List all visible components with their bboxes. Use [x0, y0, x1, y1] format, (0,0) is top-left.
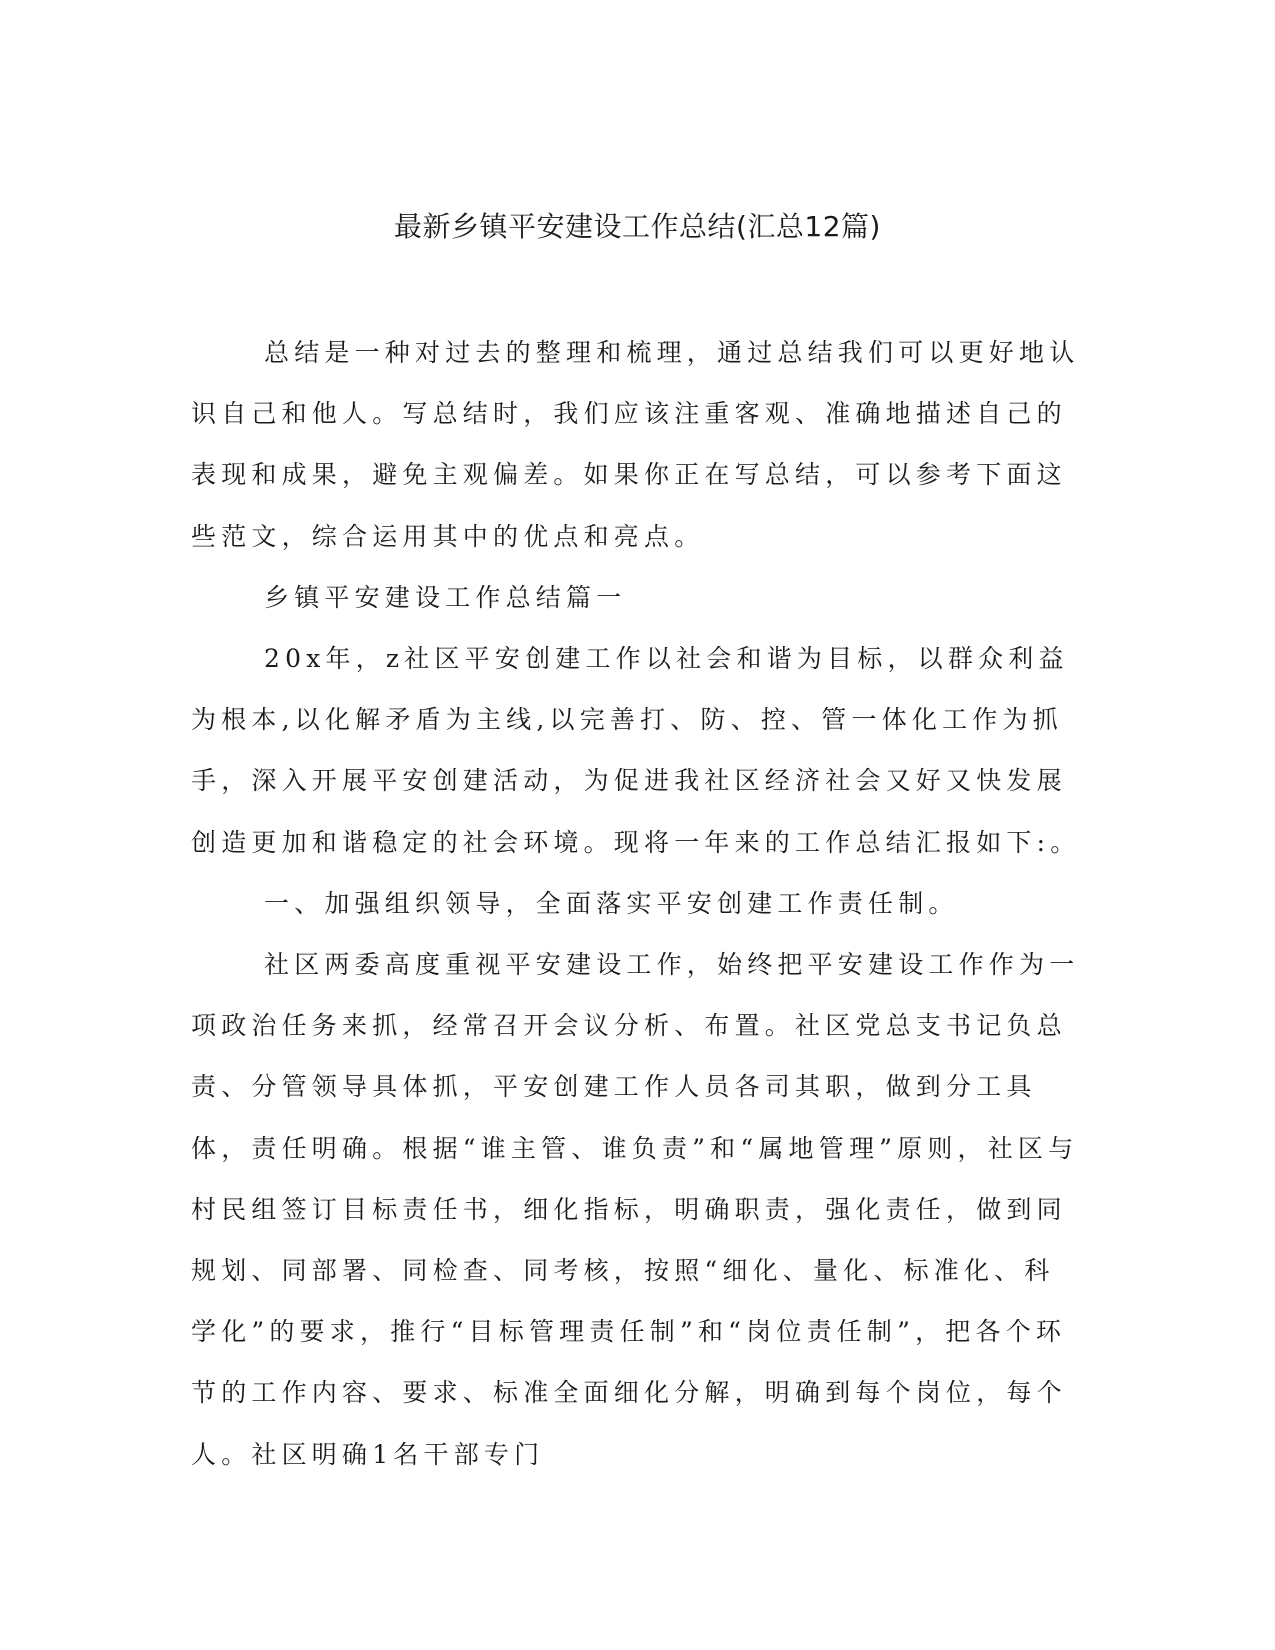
document-body [191, 322, 1081, 1485]
body-paragraph: 社区两委高度重视平安建设工作，始终把平安建设工作作为一项政治任务来抓，经常召开会议分析、布置。社区党总支书记负总责、分管领导具体抓，平安创建工作人员各司其职，做到分工具体，责任明确。根据“谁主管、谁负责”和“属地管理”原则，社区与村民组签订目标责任书，细化指标，明确职责，强化责任，做到同规划、同部署、同检查、同考核，按照“细化、量化、标准化、科学化”的要求，推行“目标管理责任制”和“岗位责任制”，把各个环节的工作内容、要求、标准全面细化分解，明确到每个岗位，每个人。社区明确1名干部专门 [191, 950, 1080, 1469]
body-paragraph: 20x年，z社区平安创建工作以社会和谐为目标，以群众利益为根本,以化解矛盾为主线,以完善打、防、控、管一体化工作为抓手，深入开展平安创建活动，为促进我社区经济社会又好又快发展创造更加和谐稳定的社会环境。现将一年来的工作总结汇报如下:。 [191, 644, 1081, 857]
section-heading: 乡镇平安建设工作总结篇一 [264, 582, 627, 612]
intro-paragraph: 总结是一种对过去的整理和梳理，通过总结我们可以更好地认识自己和他人。写总结时，我们应该注重客观、准确地描述自己的表现和成果，避免主观偏差。如果你正在写总结，可以参考下面这些范文，综合运用其中的优点和亮点。 [191, 338, 1080, 551]
subsection-heading: 一、加强组织领导，全面落实平安创建工作责任制。 [264, 888, 959, 918]
document-title: 最新乡镇平安建设工作总结(汇总12篇) [394, 210, 881, 243]
